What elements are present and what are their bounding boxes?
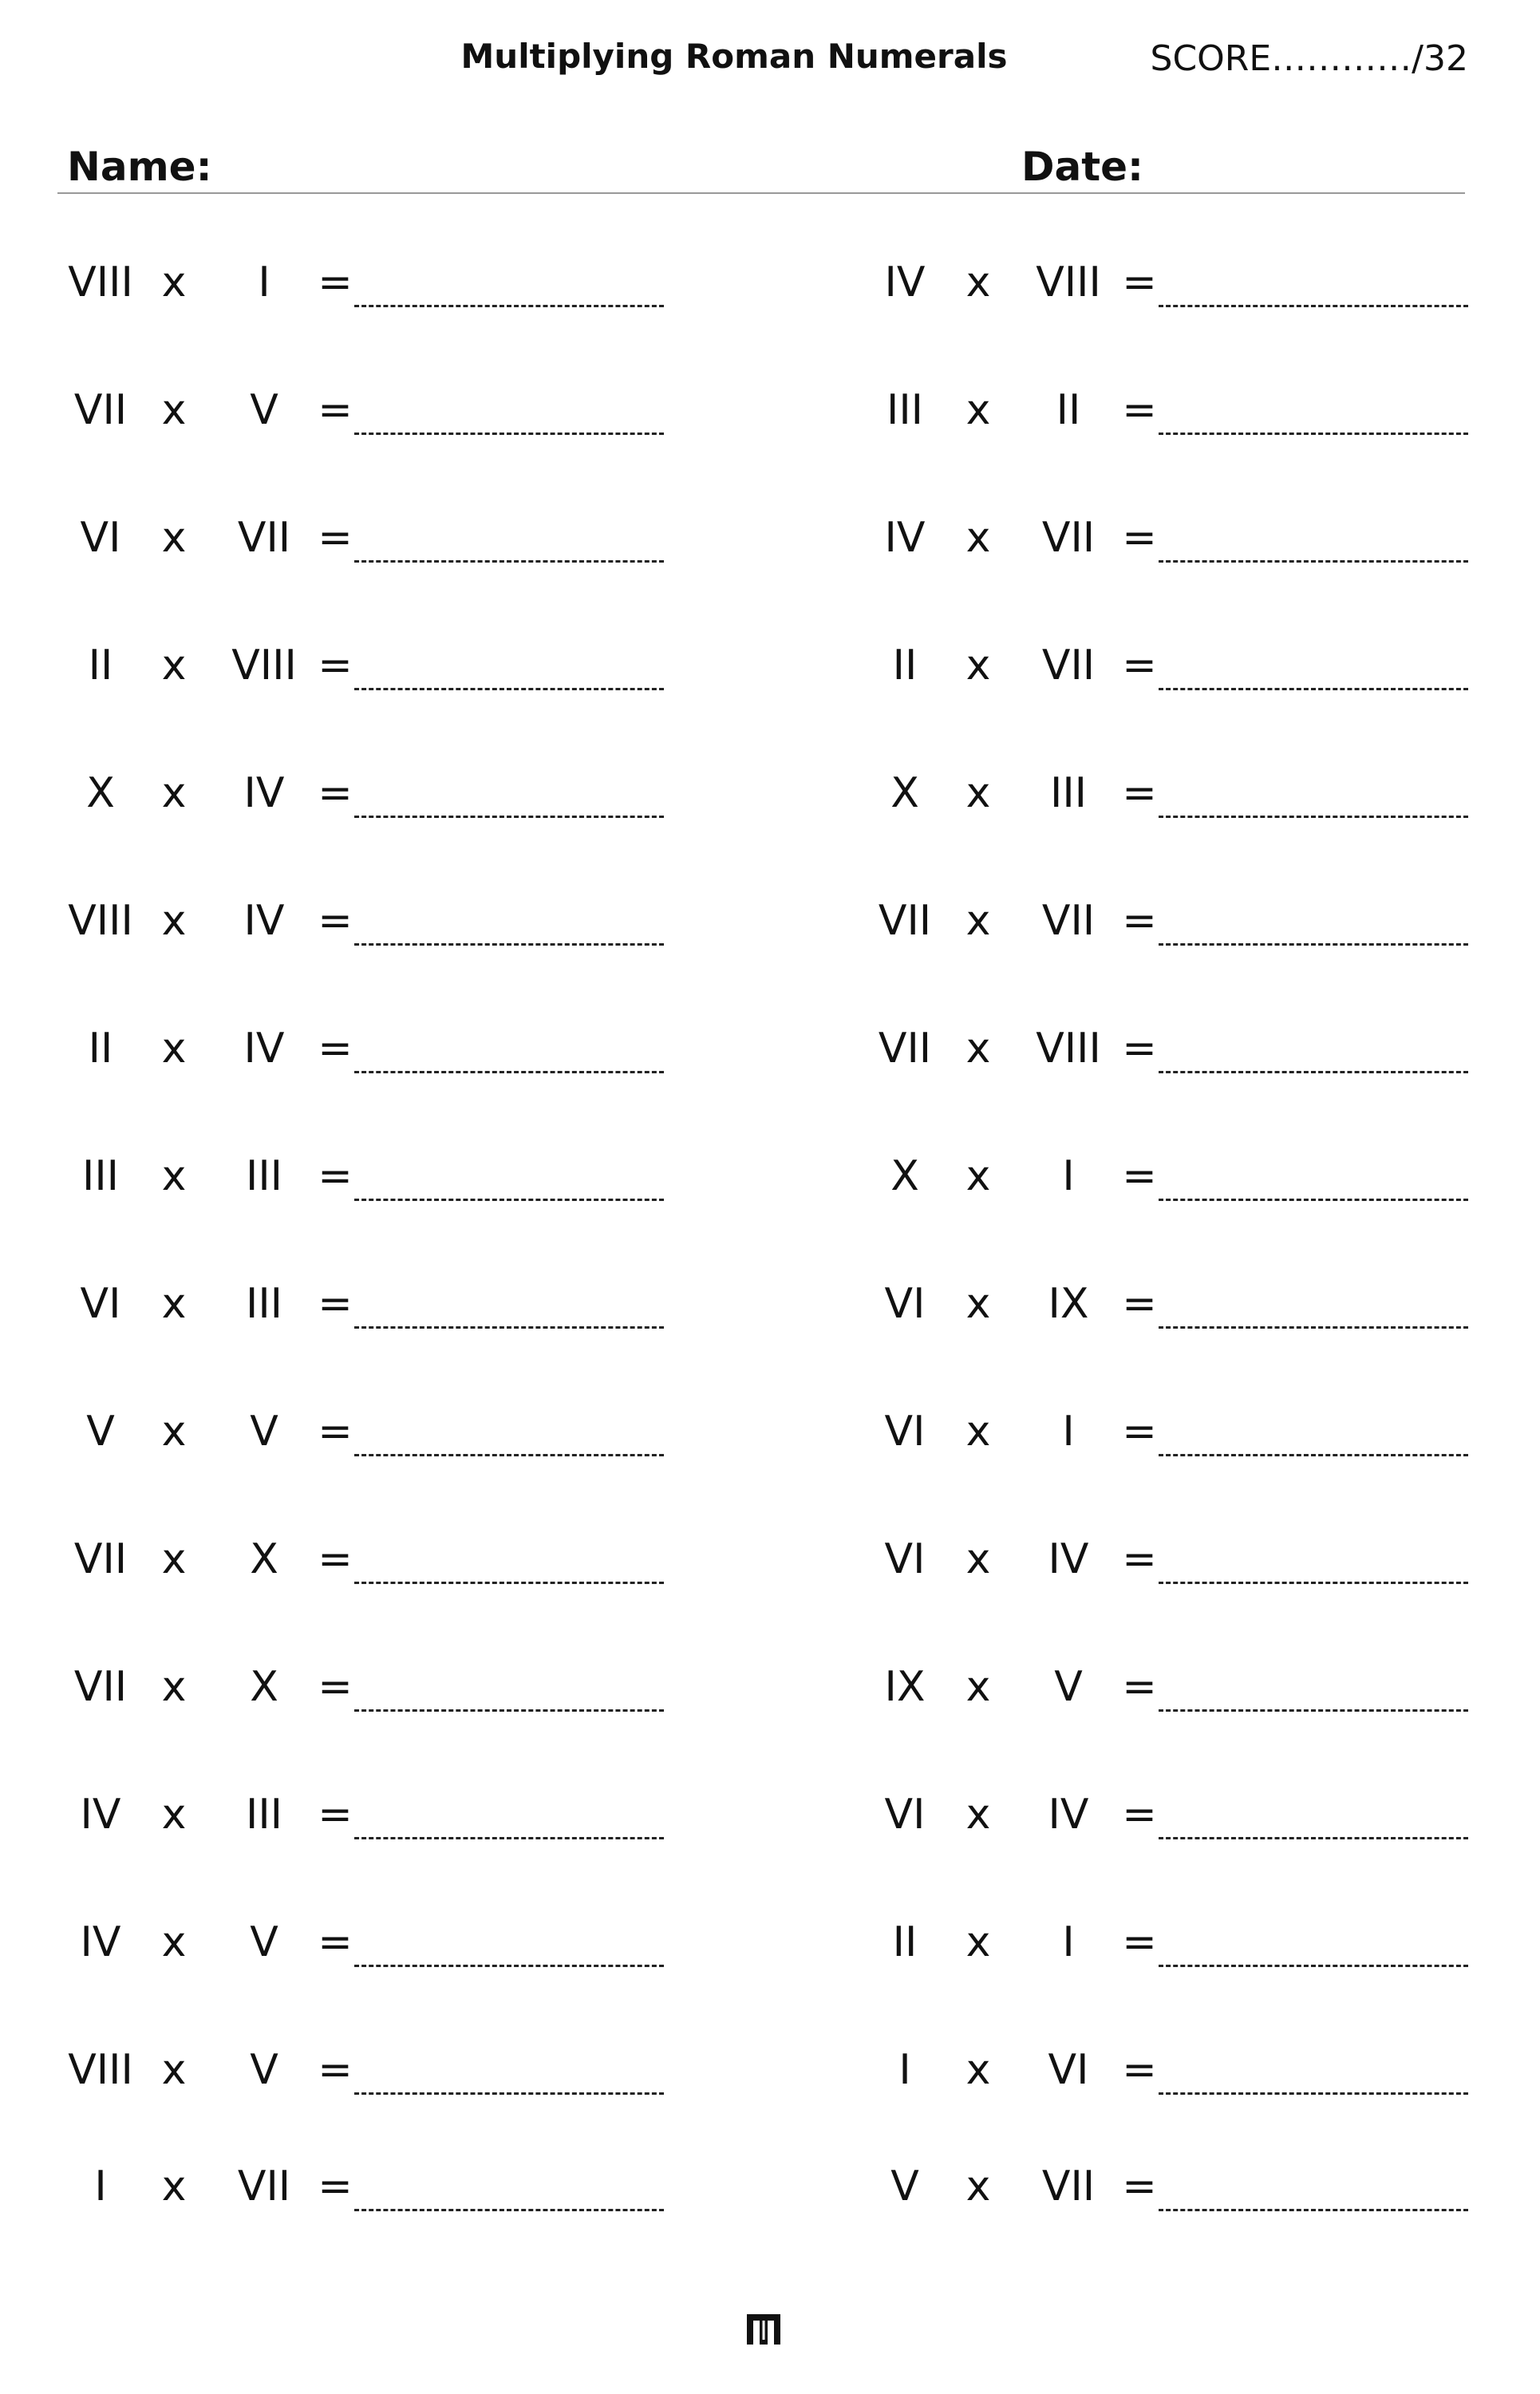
problem-row — [57, 1875, 664, 2003]
problem-row — [57, 1748, 664, 1875]
equals-sign: = — [318, 897, 353, 945]
multiplicand: VII — [73, 386, 128, 434]
equals-sign: = — [1122, 386, 1157, 434]
times-sign: x — [965, 386, 991, 434]
multiplier: I — [1062, 1152, 1075, 1200]
multiplier: V — [250, 386, 278, 434]
multiplier: III — [245, 1791, 282, 1839]
answer-blank[interactable] — [1159, 1454, 1468, 1456]
times-sign: x — [161, 1918, 187, 1966]
times-sign: x — [965, 1918, 991, 1966]
equals-sign: = — [318, 2046, 353, 2094]
equals-sign: = — [318, 1280, 353, 1328]
multiplier: V — [250, 1408, 278, 1456]
equals-sign: = — [318, 1535, 353, 1583]
multiplicand: IV — [80, 1918, 121, 1966]
times-sign: x — [161, 386, 187, 434]
multiplier: IV — [243, 1025, 285, 1073]
problem-row — [862, 471, 1468, 598]
equals-sign: = — [1122, 769, 1157, 817]
times-sign: x — [161, 1152, 187, 1200]
multiplier: I — [1062, 1408, 1075, 1456]
times-sign: x — [965, 1025, 991, 1073]
problem-row — [57, 726, 664, 854]
equals-sign: = — [1122, 1152, 1157, 1200]
times-sign: x — [161, 1025, 187, 1073]
problem-row — [862, 1365, 1468, 1492]
problem-row — [57, 2003, 664, 2131]
equals-sign: = — [1122, 1025, 1157, 1073]
answer-blank[interactable] — [354, 943, 664, 946]
times-sign: x — [965, 769, 991, 817]
multiplicand: VII — [73, 1663, 128, 1711]
multiplier: VII — [237, 2163, 291, 2210]
answer-blank[interactable] — [1159, 1199, 1468, 1201]
equals-sign: = — [318, 1791, 353, 1839]
answer-blank[interactable] — [1159, 1071, 1468, 1073]
multiplier: III — [1049, 769, 1087, 817]
answer-blank[interactable] — [354, 1582, 664, 1584]
times-sign: x — [161, 2163, 187, 2210]
equals-sign: = — [318, 1025, 353, 1073]
multiplicand: III — [81, 1152, 119, 1200]
times-sign: x — [161, 1663, 187, 1711]
problem-row — [57, 1109, 664, 1237]
multiplier: VII — [237, 514, 291, 562]
answer-blank[interactable] — [354, 560, 664, 563]
multiplicand: IX — [884, 1663, 926, 1711]
answer-blank[interactable] — [1159, 1326, 1468, 1329]
multiplicand: VI — [884, 1791, 926, 1839]
problem-row — [862, 982, 1468, 1109]
problem-row — [862, 1620, 1468, 1748]
multiplicand: VI — [884, 1280, 926, 1328]
problem-row — [57, 471, 664, 598]
problem-row — [57, 2131, 664, 2247]
problem-row — [862, 1748, 1468, 1875]
multiplicand: II — [88, 642, 113, 689]
times-sign: x — [161, 514, 187, 562]
problem-row — [862, 598, 1468, 726]
multiplier: VI — [1048, 2046, 1089, 2094]
equals-sign: = — [318, 259, 353, 306]
answer-blank[interactable] — [354, 1199, 664, 1201]
equals-sign: = — [1122, 1791, 1157, 1839]
times-sign: x — [965, 1791, 991, 1839]
problem-row — [57, 1492, 664, 1620]
equals-sign: = — [318, 769, 353, 817]
multiplier: X — [250, 1663, 278, 1711]
multiplier: VIII — [1036, 259, 1101, 306]
multiplier: III — [245, 1152, 282, 1200]
problem-row — [862, 1492, 1468, 1620]
equals-sign: = — [1122, 2046, 1157, 2094]
times-sign: x — [965, 1408, 991, 1456]
multiplicand: VII — [878, 1025, 932, 1073]
equals-sign: = — [318, 2163, 353, 2210]
multiplicand: IV — [80, 1791, 121, 1839]
answer-blank[interactable] — [354, 816, 664, 818]
answer-blank[interactable] — [1159, 943, 1468, 946]
multiplicand: V — [86, 1408, 115, 1456]
answer-blank[interactable] — [354, 1837, 664, 1839]
multiplicand: I — [898, 2046, 911, 2094]
answer-blank[interactable] — [1159, 816, 1468, 818]
times-sign: x — [965, 514, 991, 562]
name-label: Name: — [67, 144, 212, 190]
equals-sign: = — [1122, 642, 1157, 689]
times-sign: x — [161, 642, 187, 689]
answer-blank[interactable] — [1159, 433, 1468, 435]
multiplier: X — [250, 1535, 278, 1583]
equals-sign: = — [318, 1918, 353, 1966]
multiplier: IV — [243, 897, 285, 945]
problem-row — [57, 1365, 664, 1492]
times-sign: x — [161, 897, 187, 945]
multiplier: I — [1062, 1918, 1075, 1966]
multiplier: IV — [1048, 1535, 1089, 1583]
times-sign: x — [161, 769, 187, 817]
multiplier: III — [245, 1280, 282, 1328]
equals-sign: = — [1122, 1918, 1157, 1966]
problem-row — [862, 726, 1468, 854]
answer-blank[interactable] — [1159, 1837, 1468, 1839]
score-field: SCORE…………/32 — [1150, 38, 1468, 79]
multiplier: V — [250, 1918, 278, 1966]
times-sign: x — [965, 1663, 991, 1711]
multiplicand: VIII — [68, 897, 133, 945]
times-sign: x — [965, 1535, 991, 1583]
equals-sign: = — [1122, 897, 1157, 945]
times-sign: x — [161, 1535, 187, 1583]
times-sign: x — [965, 897, 991, 945]
multiplicand: II — [88, 1025, 113, 1073]
problem-row — [862, 2131, 1468, 2247]
answer-blank[interactable] — [1159, 560, 1468, 563]
times-sign: x — [161, 259, 187, 306]
problem-row — [57, 215, 664, 343]
problem-row — [862, 1109, 1468, 1237]
problem-row — [57, 982, 664, 1109]
multiplicand: IV — [884, 259, 926, 306]
problem-row — [57, 1237, 664, 1365]
equals-sign: = — [318, 642, 353, 689]
answer-blank[interactable] — [354, 1071, 664, 1073]
times-sign: x — [161, 1791, 187, 1839]
multiplicand: VIII — [68, 2046, 133, 2094]
worksheet-title: Multiplying Roman Numerals — [460, 37, 1008, 76]
multiplier: VIII — [1036, 1025, 1101, 1073]
date-label: Date: — [1021, 144, 1144, 190]
answer-blank[interactable] — [354, 688, 664, 690]
times-sign: x — [965, 1280, 991, 1328]
answer-blank[interactable] — [354, 2092, 664, 2095]
multiplicand: X — [890, 1152, 919, 1200]
answer-blank[interactable] — [354, 305, 664, 307]
answer-blank[interactable] — [1159, 1965, 1468, 1967]
answer-blank[interactable] — [1159, 1582, 1468, 1584]
multiplier: I — [258, 259, 270, 306]
equals-sign: = — [318, 1663, 353, 1711]
multiplier: II — [1056, 386, 1081, 434]
problem-row — [57, 1620, 664, 1748]
answer-blank[interactable] — [354, 1326, 664, 1329]
times-sign: x — [965, 1152, 991, 1200]
multiplicand: VI — [884, 1535, 926, 1583]
equals-sign: = — [1122, 514, 1157, 562]
equals-sign: = — [318, 1152, 353, 1200]
multiplicand: IV — [884, 514, 926, 562]
multiplier: VII — [1041, 514, 1096, 562]
answer-blank[interactable] — [1159, 1709, 1468, 1712]
answer-blank[interactable] — [354, 433, 664, 435]
equals-sign: = — [1122, 2163, 1157, 2210]
equals-sign: = — [318, 386, 353, 434]
answer-blank[interactable] — [1159, 688, 1468, 690]
multiplicand: V — [890, 2163, 919, 2210]
problem-row — [57, 343, 664, 471]
answer-blank[interactable] — [1159, 305, 1468, 307]
multiplier: VII — [1041, 2163, 1096, 2210]
problem-row — [862, 215, 1468, 343]
multiplier: VIII — [231, 642, 297, 689]
answer-blank[interactable] — [1159, 2092, 1468, 2095]
multiplicand: VI — [80, 514, 121, 562]
problem-row — [862, 343, 1468, 471]
multiplier: V — [1054, 1663, 1083, 1711]
answer-blank[interactable] — [354, 1709, 664, 1712]
header-rule — [57, 192, 1465, 194]
problem-column-right — [862, 215, 1468, 2247]
multiplicand: I — [94, 2163, 107, 2210]
equals-sign: = — [1122, 1408, 1157, 1456]
answer-blank[interactable] — [354, 1454, 664, 1456]
equals-sign: = — [318, 514, 353, 562]
answer-blank[interactable] — [1159, 2209, 1468, 2211]
multiplier: IX — [1048, 1280, 1089, 1328]
times-sign: x — [161, 1280, 187, 1328]
multiplicand: X — [890, 769, 919, 817]
problem-row — [862, 1875, 1468, 2003]
multiplicand: X — [86, 769, 115, 817]
logo-icon — [745, 2311, 782, 2346]
problem-row — [57, 854, 664, 982]
problem-row — [57, 598, 664, 726]
equals-sign: = — [1122, 1535, 1157, 1583]
multiplicand: VI — [80, 1280, 121, 1328]
times-sign: x — [965, 259, 991, 306]
equals-sign: = — [1122, 1663, 1157, 1711]
multiplier: IV — [243, 769, 285, 817]
times-sign: x — [161, 1408, 187, 1456]
times-sign: x — [965, 2046, 991, 2094]
multiplicand: VI — [884, 1408, 926, 1456]
equals-sign: = — [1122, 1280, 1157, 1328]
multiplicand: II — [892, 1918, 918, 1966]
multiplier: IV — [1048, 1791, 1089, 1839]
multiplier: VII — [1041, 642, 1096, 689]
answer-blank[interactable] — [354, 2209, 664, 2211]
multiplier: V — [250, 2046, 278, 2094]
equals-sign: = — [318, 1408, 353, 1456]
problem-row — [862, 854, 1468, 982]
multiplicand: III — [886, 386, 923, 434]
problem-column-left — [57, 215, 664, 2247]
times-sign: x — [965, 642, 991, 689]
problem-row — [862, 2003, 1468, 2131]
equals-sign: = — [1122, 259, 1157, 306]
problem-row — [862, 1237, 1468, 1365]
multiplicand: VII — [73, 1535, 128, 1583]
multiplier: VII — [1041, 897, 1096, 945]
answer-blank[interactable] — [354, 1965, 664, 1967]
multiplicand: II — [892, 642, 918, 689]
times-sign: x — [965, 2163, 991, 2210]
times-sign: x — [161, 2046, 187, 2094]
multiplicand: VII — [878, 897, 932, 945]
multiplicand: VIII — [68, 259, 133, 306]
